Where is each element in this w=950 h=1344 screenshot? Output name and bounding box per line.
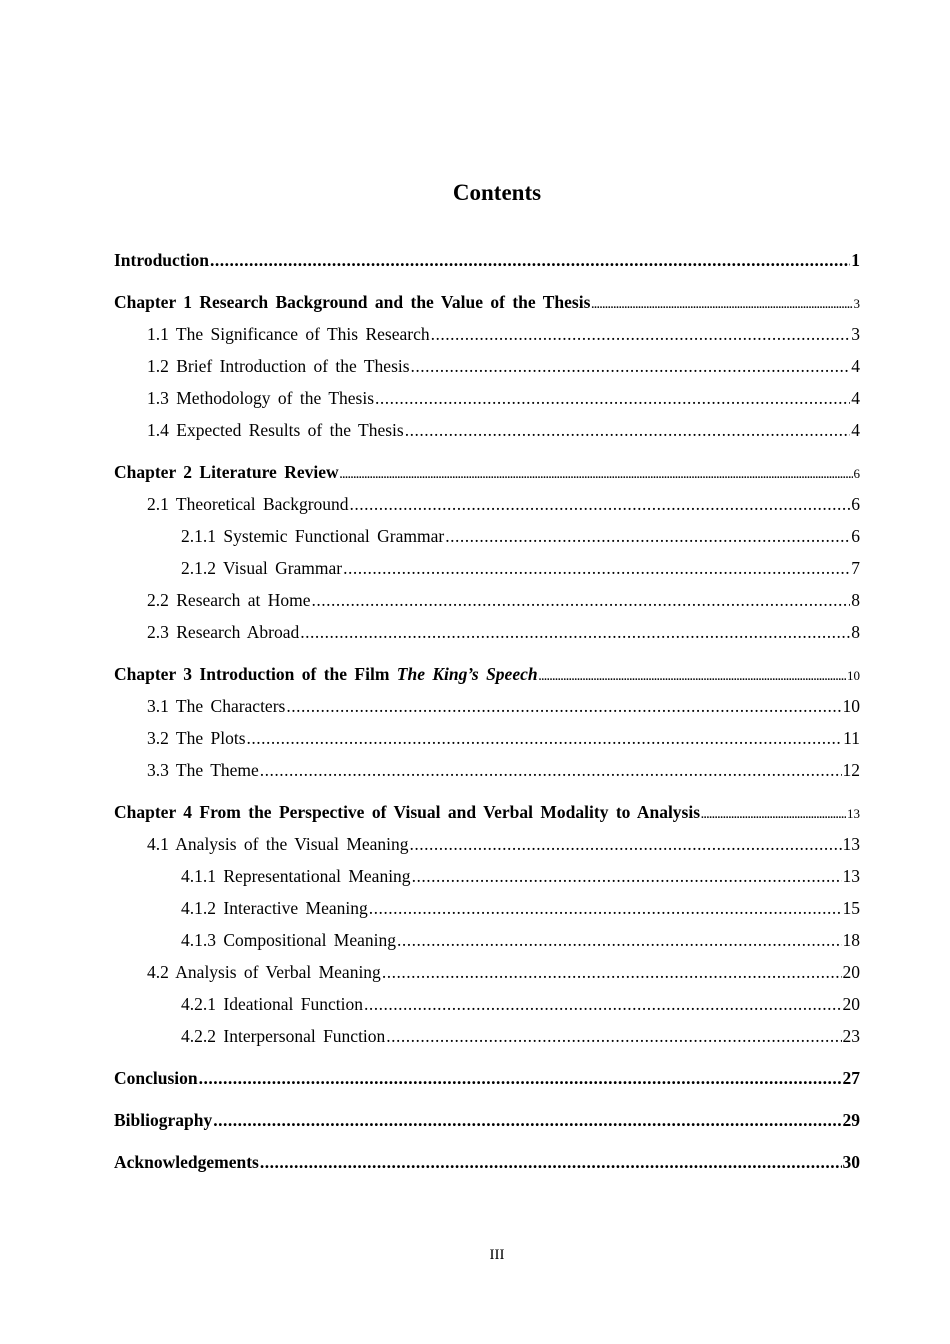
toc-entry-label: 2.1.1 Systemic Functional Grammar bbox=[181, 526, 445, 546]
toc-entry-italic-title: The King’s Speech bbox=[396, 664, 538, 684]
dot-leader bbox=[375, 385, 850, 411]
dot-leader bbox=[340, 462, 853, 488]
toc-entry-page: 10 bbox=[842, 696, 860, 716]
toc-entry[interactable] bbox=[114, 799, 860, 831]
toc-entry[interactable] bbox=[114, 1023, 860, 1055]
toc-entry[interactable] bbox=[114, 1107, 860, 1139]
toc-entry-page: 23 bbox=[842, 1026, 860, 1046]
toc-entry[interactable] bbox=[114, 247, 860, 279]
toc-entry[interactable] bbox=[114, 1149, 860, 1181]
dot-leader bbox=[260, 1149, 842, 1175]
toc-entry[interactable] bbox=[114, 1065, 860, 1097]
toc-entry-page: 20 bbox=[842, 962, 860, 982]
toc-entry[interactable] bbox=[114, 725, 860, 757]
toc-entry-page: 12 bbox=[842, 760, 860, 780]
toc-entry[interactable] bbox=[114, 523, 860, 555]
dot-leader bbox=[701, 802, 846, 828]
toc-entry-page: 6 bbox=[851, 494, 860, 514]
dot-leader bbox=[591, 292, 852, 318]
toc-entry-page: 10 bbox=[847, 668, 860, 683]
toc-entry-page: 8 bbox=[851, 590, 860, 610]
toc-entry-label: 4.1.2 Interactive Meaning bbox=[181, 898, 368, 918]
dot-leader bbox=[412, 863, 842, 889]
toc-entry-page: 6 bbox=[851, 526, 860, 546]
toc-entry-page: 3 bbox=[853, 296, 860, 311]
toc-entry-page: 4 bbox=[851, 356, 860, 376]
toc-entry-page: 3 bbox=[851, 324, 860, 344]
dot-leader bbox=[300, 619, 850, 645]
dot-leader bbox=[350, 491, 851, 517]
toc-entry-page: 1 bbox=[851, 250, 860, 270]
toc-entry-page: 18 bbox=[842, 930, 860, 950]
toc-entry[interactable] bbox=[114, 459, 860, 491]
toc-entry[interactable] bbox=[114, 661, 860, 693]
toc-entry-label: 4.1.1 Representational Meaning bbox=[181, 866, 411, 886]
dot-leader bbox=[364, 991, 842, 1017]
toc-entry[interactable] bbox=[114, 321, 860, 353]
dot-leader bbox=[410, 831, 842, 857]
toc-entry-page: 30 bbox=[842, 1152, 860, 1172]
dot-leader bbox=[405, 417, 851, 443]
dot-leader bbox=[382, 959, 842, 985]
toc-entry-label: 4.1.3 Compositional Meaning bbox=[181, 930, 397, 950]
dot-leader bbox=[445, 523, 850, 549]
toc-entry-label: 2.3 Research Abroad bbox=[147, 622, 300, 642]
dot-leader bbox=[213, 1107, 841, 1133]
dot-leader bbox=[199, 1065, 842, 1091]
toc-entry[interactable] bbox=[114, 417, 860, 449]
dot-leader bbox=[386, 1023, 841, 1049]
toc-entry-label: Chapter 4 From the Perspective of Visual and Verbal Modality to Analysis bbox=[114, 802, 701, 822]
dot-leader bbox=[411, 353, 851, 379]
page-number: III bbox=[489, 1247, 505, 1263]
toc-entry-page: 4 bbox=[851, 388, 860, 408]
toc-entry-label: 2.2 Research at Home bbox=[147, 590, 311, 610]
dot-leader bbox=[431, 321, 851, 347]
toc-entry-label: 2.1.2 Visual Grammar bbox=[181, 558, 343, 578]
toc-entry-page: 7 bbox=[851, 558, 860, 578]
toc-entry-page: 4 bbox=[851, 420, 860, 440]
toc-entry-label: 4.1 Analysis of the Visual Meaning bbox=[147, 834, 409, 854]
toc-entry-page: 8 bbox=[851, 622, 860, 642]
toc-entry[interactable] bbox=[114, 693, 860, 725]
toc-entry-label: 1.3 Methodology of the Thesis bbox=[147, 388, 375, 408]
dot-leader bbox=[343, 555, 850, 581]
toc-entry[interactable] bbox=[114, 491, 860, 523]
dot-leader bbox=[397, 927, 841, 953]
toc-entry-label: 3.3 The Theme bbox=[147, 760, 259, 780]
toc-entry-label: Chapter 3 Introduction of the Film The King’s Speech bbox=[114, 664, 538, 684]
toc-entry-page: 13 bbox=[842, 834, 860, 854]
toc-entry[interactable] bbox=[114, 587, 860, 619]
toc-entry[interactable] bbox=[114, 831, 860, 863]
toc-entry[interactable] bbox=[114, 959, 860, 991]
toc-entry-page: 27 bbox=[842, 1068, 860, 1088]
dot-leader bbox=[260, 757, 842, 783]
dot-leader bbox=[247, 725, 843, 751]
toc-entry-page: 13 bbox=[842, 866, 860, 886]
toc-entry[interactable] bbox=[114, 757, 860, 789]
toc-entry[interactable] bbox=[114, 895, 860, 927]
dot-leader bbox=[210, 247, 850, 273]
toc-entry[interactable] bbox=[114, 289, 860, 321]
toc-entry-label: 3.2 The Plots bbox=[147, 728, 246, 748]
toc-entry-label: 1.4 Expected Results of the Thesis bbox=[147, 420, 404, 440]
toc-entry[interactable] bbox=[114, 385, 860, 417]
toc-entry-page: 13 bbox=[847, 806, 860, 821]
toc-entry-page: 29 bbox=[842, 1110, 860, 1130]
toc-entry-page: 20 bbox=[842, 994, 860, 1014]
toc-entry-label: 4.2.2 Interpersonal Function bbox=[181, 1026, 386, 1046]
toc-entry-page: 6 bbox=[853, 466, 860, 481]
toc-entry-label: 4.2.1 Ideational Function bbox=[181, 994, 363, 1014]
toc-entry-label: Chapter 1 Research Background and the Value of the Thesis bbox=[114, 292, 591, 312]
toc-entry-label: 2.1 Theoretical Background bbox=[147, 494, 349, 514]
toc-entry[interactable] bbox=[114, 991, 860, 1023]
page-title: Contents bbox=[452, 180, 542, 205]
toc-entry-label: 3.1 The Characters bbox=[147, 696, 286, 716]
dot-leader bbox=[539, 664, 846, 690]
toc-entry-label: Chapter 2 Literature Review bbox=[114, 462, 339, 482]
toc-entry-label: 4.2 Analysis of Verbal Meaning bbox=[147, 962, 381, 982]
dot-leader bbox=[312, 587, 851, 613]
toc-entry[interactable] bbox=[114, 927, 860, 959]
dot-leader bbox=[286, 693, 841, 719]
dot-leader bbox=[369, 895, 842, 921]
toc-entry-label: Bibliography bbox=[114, 1110, 213, 1130]
toc-entry-label: 1.2 Brief Introduction of the Thesis bbox=[147, 356, 410, 376]
toc-entry-label: Acknowledgements bbox=[114, 1152, 259, 1172]
toc-entry[interactable] bbox=[114, 353, 860, 385]
toc-entry-label: Conclusion bbox=[114, 1068, 198, 1088]
toc-entry[interactable] bbox=[114, 863, 860, 895]
toc-entry-page: 15 bbox=[842, 898, 860, 918]
toc-entry[interactable] bbox=[114, 619, 860, 651]
toc-entry-page: 11 bbox=[843, 728, 860, 748]
table-of-contents bbox=[114, 247, 860, 1181]
toc-entry[interactable] bbox=[114, 555, 860, 587]
toc-entry-label: 1.1 The Significance of This Research bbox=[147, 324, 430, 344]
toc-entry-label: Introduction bbox=[114, 250, 209, 270]
